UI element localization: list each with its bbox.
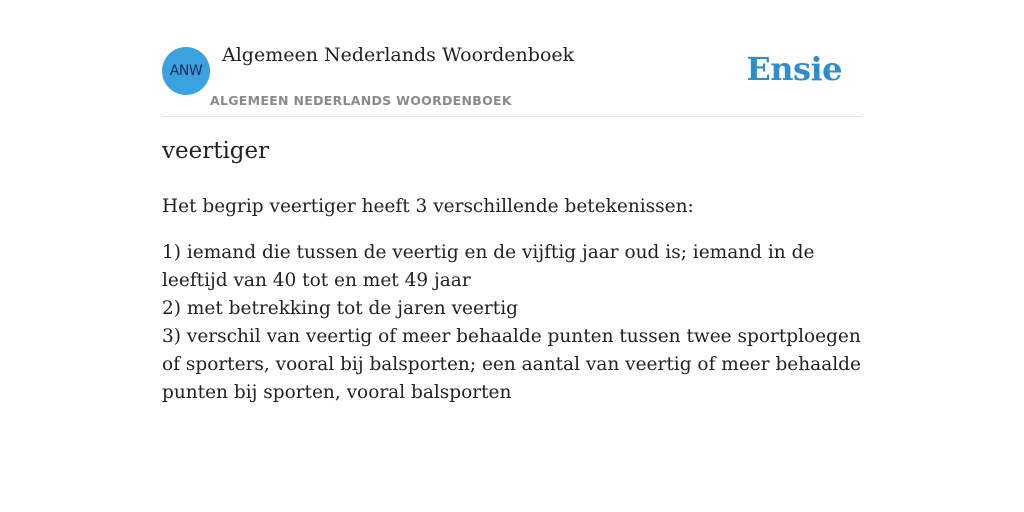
meaning-1: 1) iemand die tussen de veertig en de vijftig jaar oud is; iemand in de leeftijd van 40 tot en met 49 jaar bbox=[162, 242, 815, 291]
brand-logo[interactable]: Ensie bbox=[746, 50, 842, 88]
page-title: veertiger bbox=[162, 138, 270, 164]
entry-intro: Het begrip veertiger heeft 3 verschillende betekenissen: bbox=[162, 196, 694, 217]
meaning-3: 3) verschil van veertig of meer behaalde punten tussen twee sportploegen of sporters, vooral bij balsporten; een aantal van veertig of meer behaalde punten bij sporten, vooral balsporten bbox=[162, 326, 861, 403]
meaning-2: 2) met betrekking tot de jaren veertig bbox=[162, 298, 518, 319]
source-header bbox=[162, 0, 862, 117]
avatar[interactable] bbox=[162, 47, 210, 95]
content-container bbox=[162, 0, 862, 403]
meanings-list bbox=[162, 239, 867, 407]
source-title[interactable]: Algemeen Nederlands Woordenboek bbox=[222, 44, 575, 66]
source-subtitle: ALGEMEEN NEDERLANDS WOORDENBOEK bbox=[210, 93, 512, 108]
avatar-logo-text: ANW bbox=[169, 63, 203, 79]
